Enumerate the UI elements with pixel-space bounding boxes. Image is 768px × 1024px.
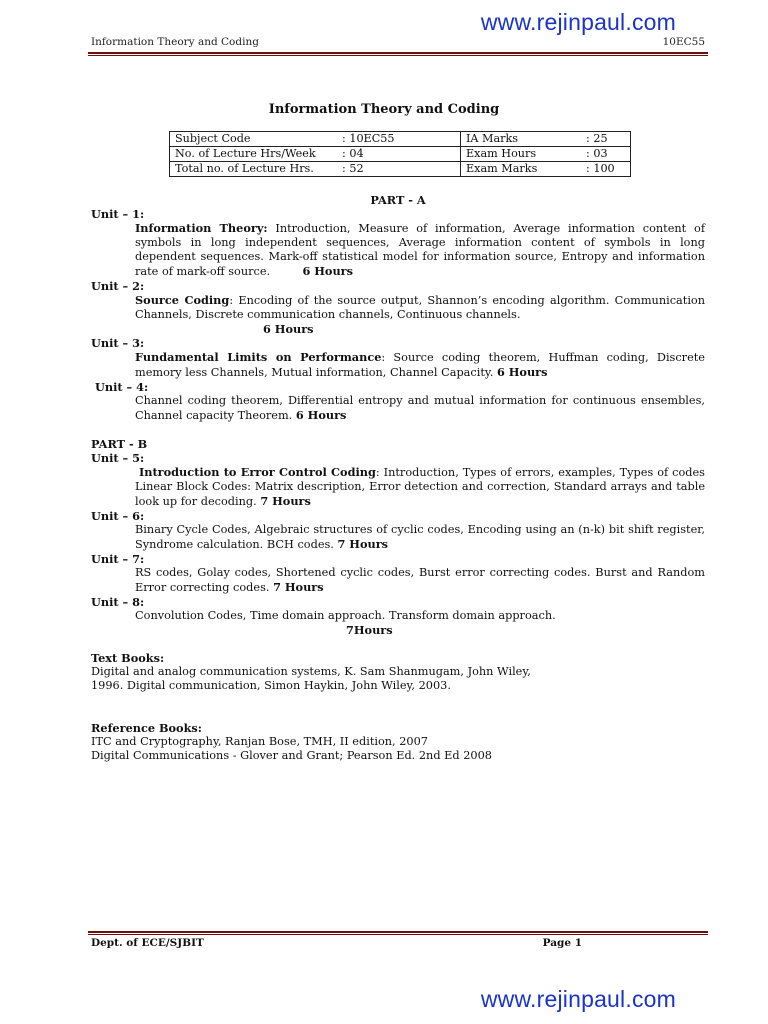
unit-5-body	[135, 465, 705, 509]
text-books-heading: Text Books:	[91, 651, 165, 665]
spacer	[91, 637, 705, 651]
unit-text: : Source coding theorem, Huffman coding, Discrete memory less Channels, Mutual information, Channel Capacity.	[135, 351, 705, 379]
spacer	[91, 693, 705, 721]
table-cell	[461, 132, 631, 147]
unit-topic: Fundamental Limits on Performance	[135, 350, 382, 364]
part-b-heading: PART - B	[91, 437, 148, 451]
cell-label: Subject Code	[175, 132, 251, 145]
page-header	[91, 36, 705, 48]
table-cell	[461, 162, 631, 177]
unit-hours: 7 Hours	[337, 537, 389, 551]
table-row	[170, 162, 631, 177]
unit-2-label: Unit – 2:	[91, 279, 145, 293]
footer-rule-thick	[88, 931, 708, 933]
text-book-line: 1996. Digital communication, Simon Haykin, John Wiley, 2003.	[91, 679, 451, 692]
unit-hours: 7Hours	[346, 623, 393, 637]
text-book-line: Digital and analog communication systems, K. Sam Shanmugam, John Wiley,	[91, 665, 531, 678]
footer-rule-thin	[88, 934, 708, 935]
unit-hours: 6 Hours	[496, 365, 548, 379]
unit-hours: 7 Hours	[260, 494, 311, 508]
table-row	[170, 147, 631, 162]
part-a-heading: PART - A	[370, 193, 426, 207]
unit-text: Channel coding theorem, Differential entropy and mutual information for continuous ensembles, Channel capacity Theorem.	[135, 394, 705, 422]
unit-7-body	[135, 566, 705, 595]
unit-topic: Introduction to Error Control Coding	[138, 465, 376, 479]
reference-book-line: ITC and Cryptography, Ranjan Bose, TMH, II edition, 2007	[91, 735, 428, 748]
unit-hours: 7 Hours	[273, 580, 324, 594]
page-footer	[91, 937, 705, 949]
unit-text: Binary Cycle Codes, Algebraic structures of cyclic codes, Encoding using an (n-k) bit shift register, Syndrome calculation. BCH codes.	[135, 523, 705, 551]
unit-text: : Encoding of the source output, Shannon’s encoding algorithm. Communication Channels, Discrete communication channels, Continuous channels.	[135, 294, 706, 321]
unit-hours: 6 Hours	[295, 408, 347, 422]
unit-8-body	[135, 609, 705, 623]
table-cell	[170, 162, 461, 177]
unit-hours: 6 Hours	[263, 322, 314, 336]
unit-1-body	[135, 221, 705, 279]
watermark-top: www.rejinpaul.com	[480, 9, 676, 35]
page-number: Page 1	[542, 937, 582, 949]
syllabus-content	[91, 193, 705, 763]
cell-label: Total no. of Lecture Hrs.	[175, 162, 314, 175]
table-row	[170, 132, 631, 147]
spacer	[91, 423, 705, 437]
unit-2-body	[135, 293, 705, 322]
cell-label: Exam Marks	[466, 162, 538, 175]
unit-hours: 6 Hours	[302, 264, 353, 278]
cell-value: : 100	[586, 162, 615, 175]
subject-details-table	[169, 131, 631, 177]
header-code: 10EC55	[662, 36, 705, 48]
cell-value: : 03	[586, 147, 608, 160]
cell-label: No. of Lecture Hrs/Week	[175, 147, 316, 160]
unit-8-label: Unit – 8:	[91, 595, 145, 609]
table-cell	[170, 147, 461, 162]
cell-value: : 04	[342, 147, 364, 160]
cell-value: : 52	[342, 162, 364, 175]
unit-5-label: Unit – 5:	[91, 451, 145, 465]
unit-6-body	[135, 523, 705, 552]
table-cell	[170, 132, 461, 147]
watermark-bottom: www.rejinpaul.com	[480, 986, 676, 1012]
unit-1-label: Unit – 1:	[91, 207, 145, 221]
unit-text: : Introduction, Types of errors, examples, Types of codes Linear Block Codes: Matrix description, Error detection and correction, Standard arrays and table look up for decoding.	[135, 466, 705, 508]
unit-text: Introduction, Measure of information, Average information content of symbols in long independent sequences, Average information content of symbols in long dependent sequences. Mark-off statistical model for information source, Entropy and information rate of mark-off source.	[135, 222, 705, 278]
unit-6-label: Unit – 6:	[91, 509, 145, 523]
unit-text: RS codes, Golay codes, Shortened cyclic codes, Burst error correcting codes. Burst and Random Error correcting codes.	[135, 566, 705, 594]
unit-4-label: Unit – 4:	[95, 380, 149, 394]
unit-3-body	[135, 350, 705, 380]
cell-value: : 10EC55	[342, 132, 395, 145]
cell-label: Exam Hours	[466, 147, 537, 160]
header-rule-thick	[88, 52, 708, 54]
header-rule-thin	[88, 55, 708, 56]
unit-text: Convolution Codes, Time domain approach. Transform domain approach.	[135, 609, 556, 622]
reference-books-heading: Reference Books:	[91, 721, 202, 735]
footer-dept: Dept. of ECE/SJBIT	[91, 937, 204, 949]
unit-3-label: Unit – 3:	[91, 336, 145, 350]
unit-4-body	[135, 394, 705, 423]
unit-topic: Information Theory:	[135, 221, 268, 235]
document-title: Information Theory and Coding	[268, 102, 500, 117]
cell-value: : 25	[586, 132, 608, 145]
unit-topic: Source Coding	[135, 293, 230, 307]
unit-7-label: Unit – 7:	[91, 552, 145, 566]
cell-label: IA Marks	[466, 132, 519, 145]
table-cell	[461, 147, 631, 162]
reference-book-line: Digital Communications - Glover and Grant; Pearson Ed. 2nd Ed 2008	[91, 749, 492, 762]
header-title: Information Theory and Coding	[91, 36, 259, 48]
